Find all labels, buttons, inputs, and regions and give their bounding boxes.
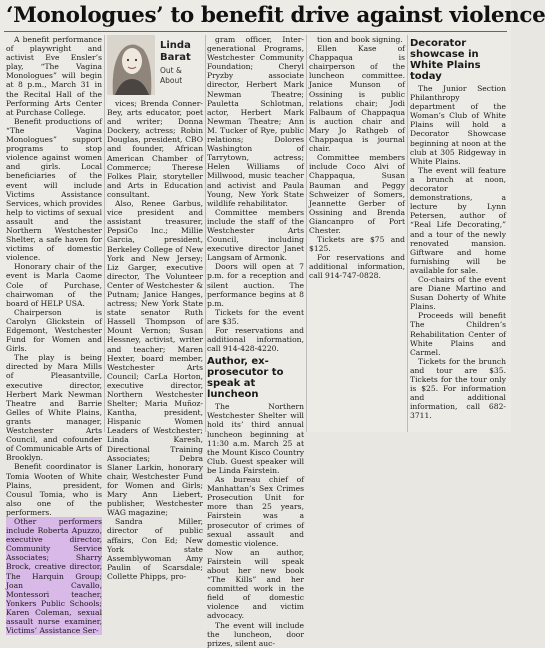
paragraph: Committee members include the staff of the Westchester Arts Council, including executive director Janet Langsam of Armonk. [207,207,304,263]
paragraph: The Northern Westchester Shelter will hold its’ third annual luncheon beginning at 11:30 a.m. March 25 at the Mount Kisco Country Club. Guest speaker will be Linda Fairstein. [207,402,304,475]
paragraph: A benefit performance of playwright and activist Eve Ensler’s play, “The Vagina Monologues” will begin at 8 p.m., March 31 in the Recital Hall of the Performing Arts Center at Purchase College. [6,35,102,117]
paragraph: The Junior Section Philanthropy department of the Woman’s Club of White Plains will hold a Decorator Showcase beginning at noon at the club at 305 Ridgeway in White Plains. [410,84,506,166]
article-column-5 [410,35,506,432]
paragraph: Tickets for the event are $35. [207,307,304,326]
paragraph: The event will feature a brunch at noon, decorator demonstrations, a lecture by Lynn Petersen, author of “Real Life Decorating,” and a tour of the newly renovated mansion. Giftware and home furnishing will be available for sale. [410,165,506,275]
paragraph: Also, Renee Garbus, vice president and assistant treasurer, PepsiCo Inc.; Millie Garcia, president, Berkeley College of New York and New Jersey; Liz Garger, executive director, The Volunteer Center of Westchester & Putnam; Janice Hanges, actress; New York State state senator Ruth Hassell Thompson of Mount Vernon; Susan Hessney, activist, writer and teacher; Maren Hexter, board member, Westchester Arts Council; CarLa Horton, executive director, Northern Westchester Shelter; Maria Muñoz-Kantha, president, Hispanic Women Leaders of Westchester; Linda Karesh, Directional Training Associates; Debra Slaner Larkin, honorary chair, Westchester Fund for Women and Girls; Mary Ann Liebert, publisher, Westchester WAG magazine; [107,199,203,518]
column-divider [104,35,105,432]
paragraph: Doors will open at 7 p.m. for a reception and silent auction. The performance begins at 8 p.m. [207,262,304,308]
article-column-3 [207,35,304,648]
paragraph: gram officer, Inter-generational Programs, Westchester Community Foundation; Cheryl Pryzby associate director, Herbert Mark Newman Theatre; Pauletta Schlotman, actor, Herbert Mark Newman Theatre; Ann M. Tucker of Rye, public relations; Dolores Washington of Tarrytown, actress; Helen Williams of Millwood, music teacher and activist and Paula Young, New York State wildlife rehabilitator. [207,35,304,208]
paragraph: Co-chairs of the event are Diane Martino and Susan Doherty of White Plains. [410,274,506,312]
paragraph: Now an author, Fairstein will speak about her new book “The Kills” and her committed work in the field of domestic violence and victim advocacy. [207,547,304,621]
paragraph: Tickets are $75 and $125. [309,235,405,254]
paragraph: Ellen Kase of Chappaqua is chairperson of the luncheon committee. Janice Munson of Ossining is public relations chair; Jodi Falbaum of Chappaqua is auction chair and Mary Jo Rathgeb of Chappaqua is journal chair. [309,44,405,154]
headline: ‘Monologues’ to benefit drive against violence [6,3,545,28]
paragraph: For reservations and additional information, call 914-428-4220. [207,326,304,354]
article-column-2 [107,35,203,581]
headline-rule [4,31,507,32]
byline-name: Linda Barat [160,40,191,63]
paragraph: Benefit productions of “The Vagina Monologues” support programs to stop violence against women and girls. Local beneficiaries of the event will include Victims Assistance Services, which provides help to victims of sexual assault and the Northern Westchester Shelter, a safe haven for victims of domestic violence. [6,116,102,263]
paragraph: Tickets for the brunch and tour are $35. Tickets for the tour only is $25. For information and additional information, call 682-3711. [410,356,506,421]
paragraph: For reservations and additional information, call 914-747-0828. [309,253,405,281]
paragraph: The play is being directed by Mara Mills of Pleasantville, executive director, Herbert Mark Newman Theatre and Barrie Gelles of White Plains, grants manager, Westchester Arts Council, and cofounder of Communicable Arts of Brooklyn. [6,353,102,463]
subheadline-luncheon: Author, ex-prosecutor to speak at luncheon [207,356,284,401]
article-column-4 [309,35,405,432]
column-divider [407,35,408,432]
paragraph: Other performers include Roberta Apuzzo, executive director, Community Service Associates; Sharry Brock, creative director, The Harquin Group; Joan Cavallo, Montessori teacher, Yonkers Public Schools; Karen Coleman, sexual assault nurse examiner, Victims’ Assistance Ser- [6,516,102,636]
paragraph: The event will include the luncheon, door prizes, silent auc- [207,620,304,648]
paragraph: Proceeds will benefit The Children’s Rehabilitation Center of White Plains and Carmel. [410,311,506,357]
paragraph: Honorary chair of the event is Marla Caome Cole of Purchase, chairwoman of the board of HELP USA. [6,262,102,308]
paragraph: tion and book signing. [317,35,403,44]
paragraph: As bureau chief of Manhattan’s Sex Crimes Prosecution Unit for more than 25 years, Fairstein was a prosecutor of crimes of sexual assault and domestic violence. [207,475,304,548]
paragraph: Benefit coordinator is Tomia Wooten of White Plains, president, Cousul Tomia, who is also one of the performers. [6,462,102,517]
paragraph: Sandra Miller, director of public affairs, Con Ed; New York state Assemblywoman Amy Paulin of Scarsdale; Collette Phipps, pro- [107,517,203,581]
paragraph: Chairperson is Carolyn Glickstein of Edgemont, Westchester Fund for Women and Girls. [6,307,102,354]
column-divider [306,35,307,432]
paragraph: vices; Brenda Conner-Bey, arts educator, poet and writer; Donna Dockery, actress; Robin Douglas, president, CBO and founder, African American Chamber of Commerce; Therese Folkes Plair, storyteller and Arts in Education consultant. [107,99,203,199]
subheadline-decorator: Decorator showcase in White Plains today [410,38,481,82]
paragraph: Committee members include Coco Alvi of Chappaqua, Susan Bauman and Peggy Schweizer of Somers, Jeannette Gerber of Ossining and Brenda Giancanpro of Port Chester. [309,153,405,235]
byline-section: Out & About [160,66,183,85]
article-column-1 [6,35,102,636]
column-divider [205,35,206,432]
